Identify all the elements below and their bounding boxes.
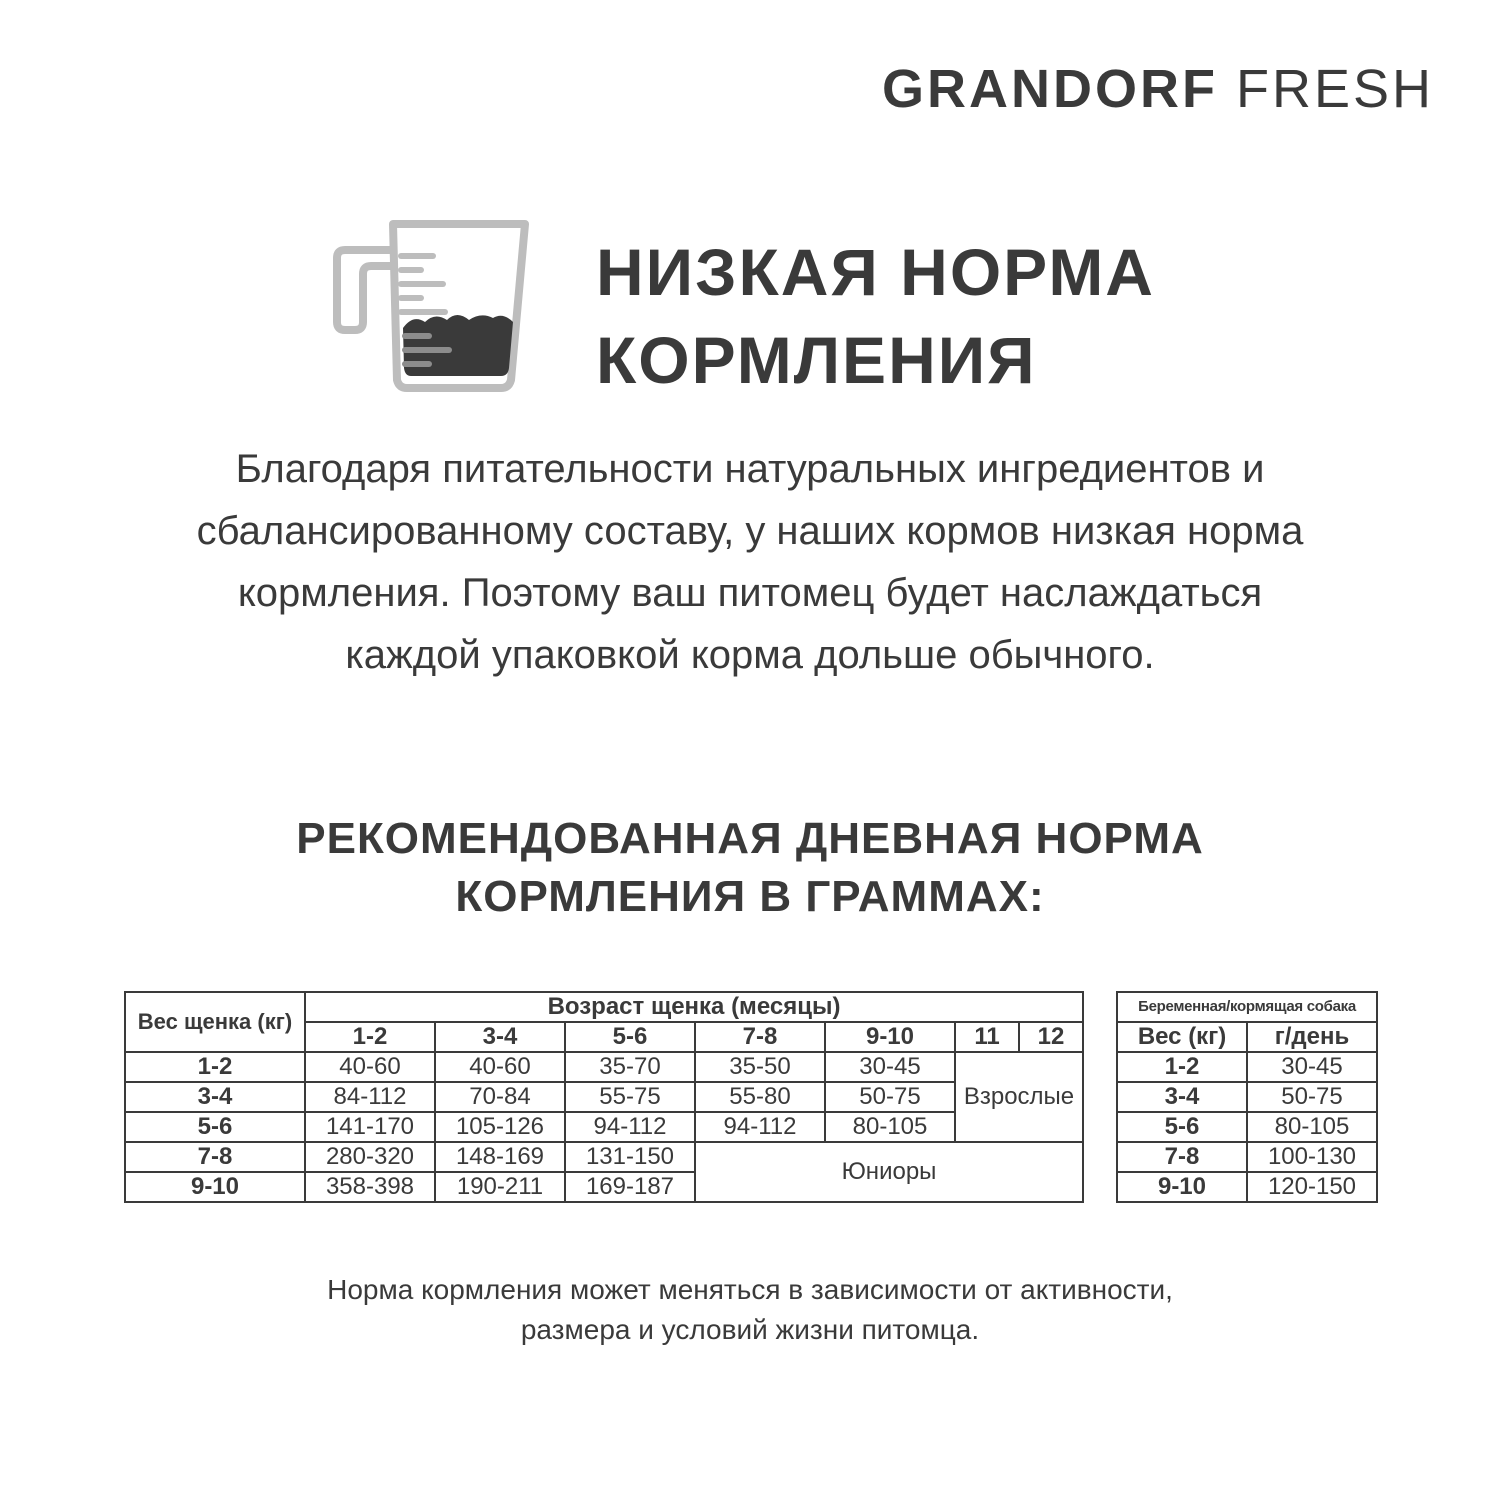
- table-row: [125, 1082, 1083, 1112]
- section-title-line: РЕКОМЕНДОВАННАЯ ДНЕВНАЯ НОРМА: [296, 814, 1204, 863]
- value-cell: 35-70: [565, 1052, 695, 1082]
- weight-cell: 7-8: [125, 1142, 305, 1172]
- value-cell: 94-112: [565, 1112, 695, 1142]
- footnote-line: Норма кормления может меняться в зависимости от активности,: [327, 1274, 1173, 1305]
- grams-cell: 120-150: [1247, 1172, 1377, 1202]
- section-title-line: КОРМЛЕНИЯ В ГРАММАХ:: [455, 872, 1045, 921]
- footnote: [100, 1270, 1400, 1350]
- weight-cell: 7-8: [1117, 1142, 1247, 1172]
- puppy-feeding-table: [124, 991, 1084, 1203]
- value-cell: 105-126: [435, 1112, 565, 1142]
- pregnant-dog-table: [1116, 991, 1378, 1203]
- value-cell: 131-150: [565, 1142, 695, 1172]
- table-row: [1117, 1112, 1377, 1142]
- hero-title-line: КОРМЛЕНИЯ: [596, 323, 1037, 397]
- intro-line: кормления. Поэтому ваш питомец будет наслаждаться: [237, 571, 1263, 615]
- weight-cell: 9-10: [1117, 1172, 1247, 1202]
- value-cell: 190-211: [435, 1172, 565, 1202]
- age-column-header: 5-6: [565, 1022, 695, 1052]
- age-column-header: 3-4: [435, 1022, 565, 1052]
- age-column-header: 11: [955, 1022, 1019, 1052]
- grams-cell: 100-130: [1247, 1142, 1377, 1172]
- brand-name-light: FRESH: [1235, 59, 1434, 119]
- age-column-header: 9-10: [825, 1022, 955, 1052]
- value-cell: 50-75: [825, 1082, 955, 1112]
- value-cell: 30-45: [825, 1052, 955, 1082]
- hero-title: [596, 228, 1155, 404]
- hero-title-line: НИЗКАЯ НОРМА: [596, 235, 1155, 309]
- table-row: [1117, 1142, 1377, 1172]
- table-row: [125, 1142, 1083, 1172]
- value-cell: 358-398: [305, 1172, 435, 1202]
- value-cell: 94-112: [695, 1112, 825, 1142]
- table-row: [1117, 1052, 1377, 1082]
- value-cell: 148-169: [435, 1142, 565, 1172]
- age-column-header: 1-2: [305, 1022, 435, 1052]
- grams-cell: 50-75: [1247, 1082, 1377, 1112]
- value-cell: 141-170: [305, 1112, 435, 1142]
- age-column-header: 12: [1019, 1022, 1083, 1052]
- weight-cell: 3-4: [1117, 1082, 1247, 1112]
- value-cell: 55-80: [695, 1082, 825, 1112]
- weight-header: Вес щенка (кг): [125, 992, 305, 1052]
- age-column-header: 7-8: [695, 1022, 825, 1052]
- value-cell: 280-320: [305, 1142, 435, 1172]
- weight-cell: 3-4: [125, 1082, 305, 1112]
- weight-cell: 5-6: [1117, 1112, 1247, 1142]
- intro-line: сбалансированному составу, у наших кормов низкая норма: [196, 509, 1304, 553]
- value-cell: 80-105: [825, 1112, 955, 1142]
- weight-cell: 1-2: [125, 1052, 305, 1082]
- table-row: [125, 1052, 1083, 1082]
- measuring-cup-icon: [333, 218, 533, 396]
- brand-logo: [882, 58, 1434, 120]
- table-row: [1117, 1172, 1377, 1202]
- value-cell: 84-112: [305, 1082, 435, 1112]
- grams-cell: 80-105: [1247, 1112, 1377, 1142]
- section-title: [100, 810, 1400, 926]
- weight-cell: 9-10: [125, 1172, 305, 1202]
- table-row: [1117, 1082, 1377, 1112]
- adults-note: Взрослые: [955, 1052, 1083, 1142]
- table-row: [125, 1112, 1083, 1142]
- age-header: Возраст щенка (месяцы): [305, 992, 1083, 1022]
- value-cell: 40-60: [305, 1052, 435, 1082]
- intro-line: Благодаря питательности натуральных ингредиентов и: [235, 447, 1265, 491]
- weight-cell: 5-6: [125, 1112, 305, 1142]
- grams-cell: 30-45: [1247, 1052, 1377, 1082]
- footnote-line: размера и условий жизни питомца.: [520, 1314, 980, 1345]
- pregnant-table-caption: Беременная/кормящая собака: [1117, 992, 1377, 1022]
- brand-name-bold: GRANDORF: [881, 59, 1218, 119]
- intro-paragraph: [100, 438, 1400, 686]
- value-cell: 70-84: [435, 1082, 565, 1112]
- intro-line: каждой упаковкой корма дольше обычного.: [345, 633, 1155, 677]
- pregnant-grams-header: г/день: [1247, 1022, 1377, 1052]
- juniors-note: Юниоры: [695, 1142, 1083, 1202]
- pregnant-weight-header: Вес (кг): [1117, 1022, 1247, 1052]
- value-cell: 40-60: [435, 1052, 565, 1082]
- value-cell: 35-50: [695, 1052, 825, 1082]
- value-cell: 55-75: [565, 1082, 695, 1112]
- weight-cell: 1-2: [1117, 1052, 1247, 1082]
- value-cell: 169-187: [565, 1172, 695, 1202]
